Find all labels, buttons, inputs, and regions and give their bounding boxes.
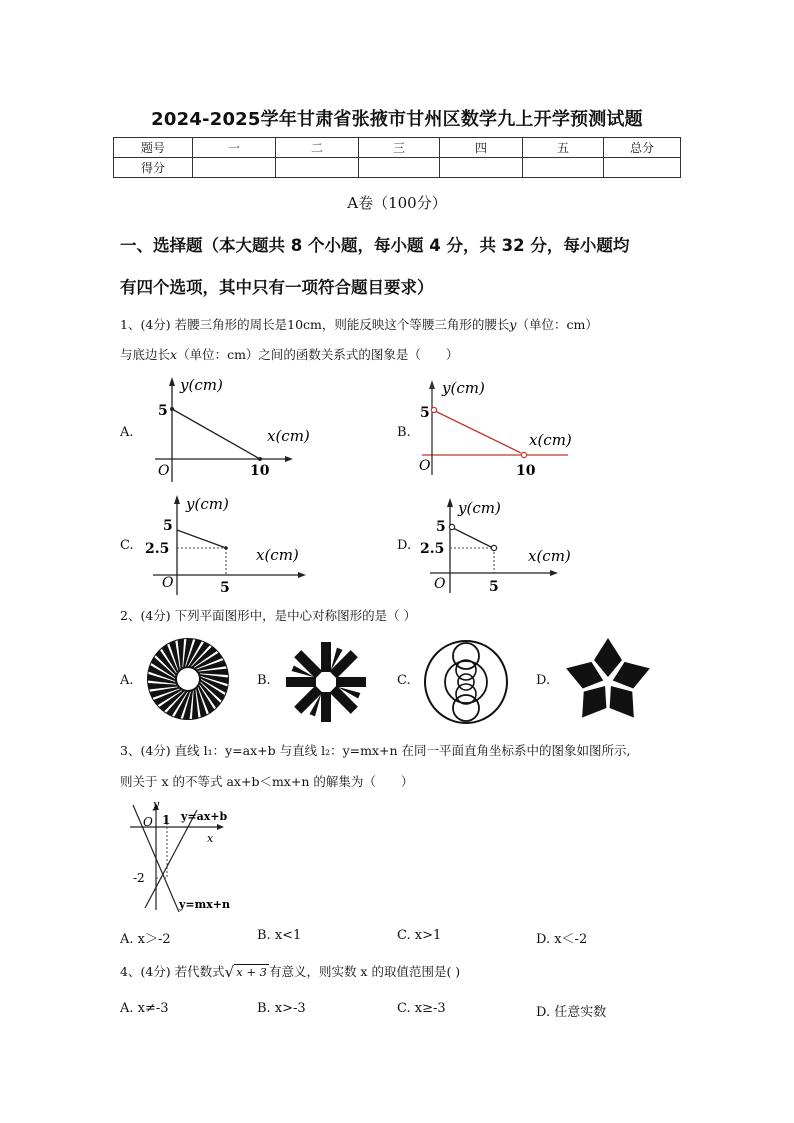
x-axis-arrow	[550, 570, 558, 576]
score-blank-cell	[276, 158, 359, 178]
q2-option-b-label[interactable]: B.	[257, 673, 271, 688]
score-cell: 三	[359, 138, 440, 158]
section-heading-line1: 一、选择题（本大题共 8 个小题，每小题 4 分，共 32 分，每小题均	[120, 236, 630, 255]
question-3-line1: 3、(4分) 直线 l₁：y=ax+b 与直线 l₂：y=mx+n 在同一平面直角坐标系中的图象如图所示,	[120, 743, 631, 758]
y-axis-arrow	[169, 377, 175, 386]
x-label: x	[207, 832, 214, 845]
q4-radicand: x + 3	[236, 965, 267, 979]
q3-option-c[interactable]: C. x>1	[397, 928, 442, 943]
q1-graph-d	[420, 493, 590, 598]
score-cell: 总分	[604, 138, 681, 158]
y-axis-arrow	[429, 380, 435, 389]
question-4-line	[120, 962, 460, 981]
score-table	[113, 137, 681, 178]
endpoint	[170, 407, 174, 411]
y-axis-label: y(cm)	[180, 376, 223, 394]
q3-option-d[interactable]: D. x＜-2	[536, 932, 588, 947]
tick-label: 2.5	[420, 541, 445, 557]
origin-label: O	[158, 463, 170, 479]
tick-label: 1	[162, 813, 171, 827]
q1-option-c-label[interactable]: C.	[120, 538, 134, 553]
origin-label: O	[143, 815, 153, 829]
score-table-score-row	[114, 158, 681, 178]
q3-option-a[interactable]: A. x＞-2	[120, 932, 171, 947]
y-axis-label: y(cm)	[442, 379, 485, 397]
tick-label: 10	[250, 463, 270, 479]
x-axis-arrow	[298, 572, 306, 578]
l1-label: y=ax+b	[181, 810, 228, 823]
origin-label: O	[162, 575, 174, 591]
q4-option-d[interactable]: D. 任意实数	[536, 1005, 607, 1020]
tick-label: 5	[436, 519, 446, 535]
sqrt-icon: √	[224, 963, 235, 981]
y-axis-arrow	[174, 495, 180, 504]
tick-label: 2.5	[145, 541, 170, 557]
open-endpoint	[449, 524, 454, 529]
x-axis-label: x(cm)	[528, 547, 571, 565]
sunburst-center	[177, 668, 199, 690]
q1-option-d-label[interactable]: D.	[397, 538, 412, 553]
score-cell: 题号	[114, 138, 193, 158]
q2-option-c-label[interactable]: C.	[397, 673, 411, 688]
endpoint	[258, 457, 262, 461]
score-blank-cell	[359, 158, 440, 178]
q4-text-part: 4、(4分) 若代数式	[120, 964, 225, 979]
asterisk-shape	[284, 640, 368, 724]
q4-option-a[interactable]: A. x≠-3	[120, 1001, 169, 1016]
tick-label: 5	[489, 579, 499, 595]
graph-segment	[172, 409, 260, 459]
score-blank-cell	[193, 158, 276, 178]
page-title: 2024-2025学年甘肃省张掖市甘州区数学九上开学预测试题	[151, 109, 643, 130]
middle-circle	[445, 661, 487, 703]
score-blank-cell	[604, 158, 681, 178]
q2-figure-b-asterisk	[284, 640, 368, 724]
q4-text-part: 有意义，则实数 x 的取值范围是( )	[268, 964, 461, 979]
score-cell: 二	[276, 138, 359, 158]
question-2-text: 2、(4分) 下列平面图形中，是中心对称图形的是（ ）	[120, 608, 417, 623]
y-axis-label: y(cm)	[186, 495, 229, 513]
q2-option-a-label[interactable]: A.	[120, 673, 134, 688]
endpoint	[224, 546, 228, 550]
pentagram-shape	[562, 638, 654, 726]
q1-text-part: （单位：cm）	[516, 317, 598, 332]
q3-graph	[125, 800, 245, 915]
q2-figure-c-circles	[422, 638, 510, 726]
section-heading-line2: 有四个选项，其中只有一项符合题目要求）	[120, 278, 434, 297]
question-1-line1	[120, 315, 598, 333]
x-axis-arrow	[285, 456, 293, 462]
q1-var-x: x	[170, 347, 178, 362]
question-1-line2	[120, 345, 458, 363]
graph-segment	[453, 528, 491, 547]
q2-figure-d-pentagram	[558, 630, 658, 730]
l2-label: y=mx+n	[179, 898, 231, 911]
tick-label: -2	[133, 871, 145, 885]
tick-label: 10	[516, 463, 536, 479]
origin-label: O	[434, 576, 446, 592]
score-cell: 四	[440, 138, 523, 158]
tick-label: 5	[220, 580, 230, 596]
volume-title: A卷（100分）	[347, 194, 447, 212]
y-axis-arrow	[447, 498, 453, 507]
q1-option-b-label[interactable]: B.	[397, 425, 411, 440]
q1-text-part: （单位：cm）之间的函数关系式的图象是（ ）	[177, 347, 459, 362]
q1-var-y: y	[509, 317, 517, 332]
q1-text-part: 1、(4分) 若腰三角形的周长是10cm，则能反映这个等腰三角形的腰长	[120, 317, 510, 332]
q2-figure-a-sunburst	[146, 637, 230, 721]
q1-option-a-label[interactable]: A.	[120, 425, 134, 440]
x-axis-arrow	[217, 824, 224, 830]
open-endpoint	[521, 452, 526, 457]
q2-option-d-label[interactable]: D.	[536, 673, 551, 688]
open-endpoint	[431, 407, 436, 412]
score-blank-cell	[440, 158, 523, 178]
q1-graph-b	[418, 375, 588, 480]
y-axis-label: y(cm)	[458, 499, 501, 517]
x-axis-label: x(cm)	[256, 546, 299, 564]
tick-label: 5	[420, 405, 430, 421]
center-circle	[458, 674, 474, 690]
question-3-line2: 则关于 x 的不等式 ax+b＜mx+n 的解集为（ ）	[120, 774, 414, 789]
open-endpoint	[491, 545, 496, 550]
tick-label: 5	[163, 518, 173, 534]
score-cell: 一	[193, 138, 276, 158]
graph-segment	[177, 530, 226, 548]
origin-label: O	[419, 458, 431, 474]
y-label: y	[153, 800, 160, 811]
q1-text-part: 与底边长	[120, 347, 171, 362]
x-axis-label: x(cm)	[267, 427, 310, 445]
q3-option-b[interactable]: B. x<1	[257, 928, 302, 943]
outer-circle	[425, 641, 507, 723]
x-axis-label: x(cm)	[529, 431, 572, 449]
score-cell: 五	[523, 138, 604, 158]
q1-graph-c	[143, 490, 318, 600]
tick-label: 5	[158, 403, 168, 419]
graph-segment	[435, 411, 521, 453]
q1-graph-a	[145, 372, 325, 482]
score-blank-cell	[523, 158, 604, 178]
q4-option-b[interactable]: B. x>-3	[257, 1001, 306, 1016]
q4-option-c[interactable]: C. x≥-3	[397, 1001, 446, 1016]
score-table-header-row	[114, 138, 681, 158]
score-cell: 得分	[114, 158, 193, 178]
